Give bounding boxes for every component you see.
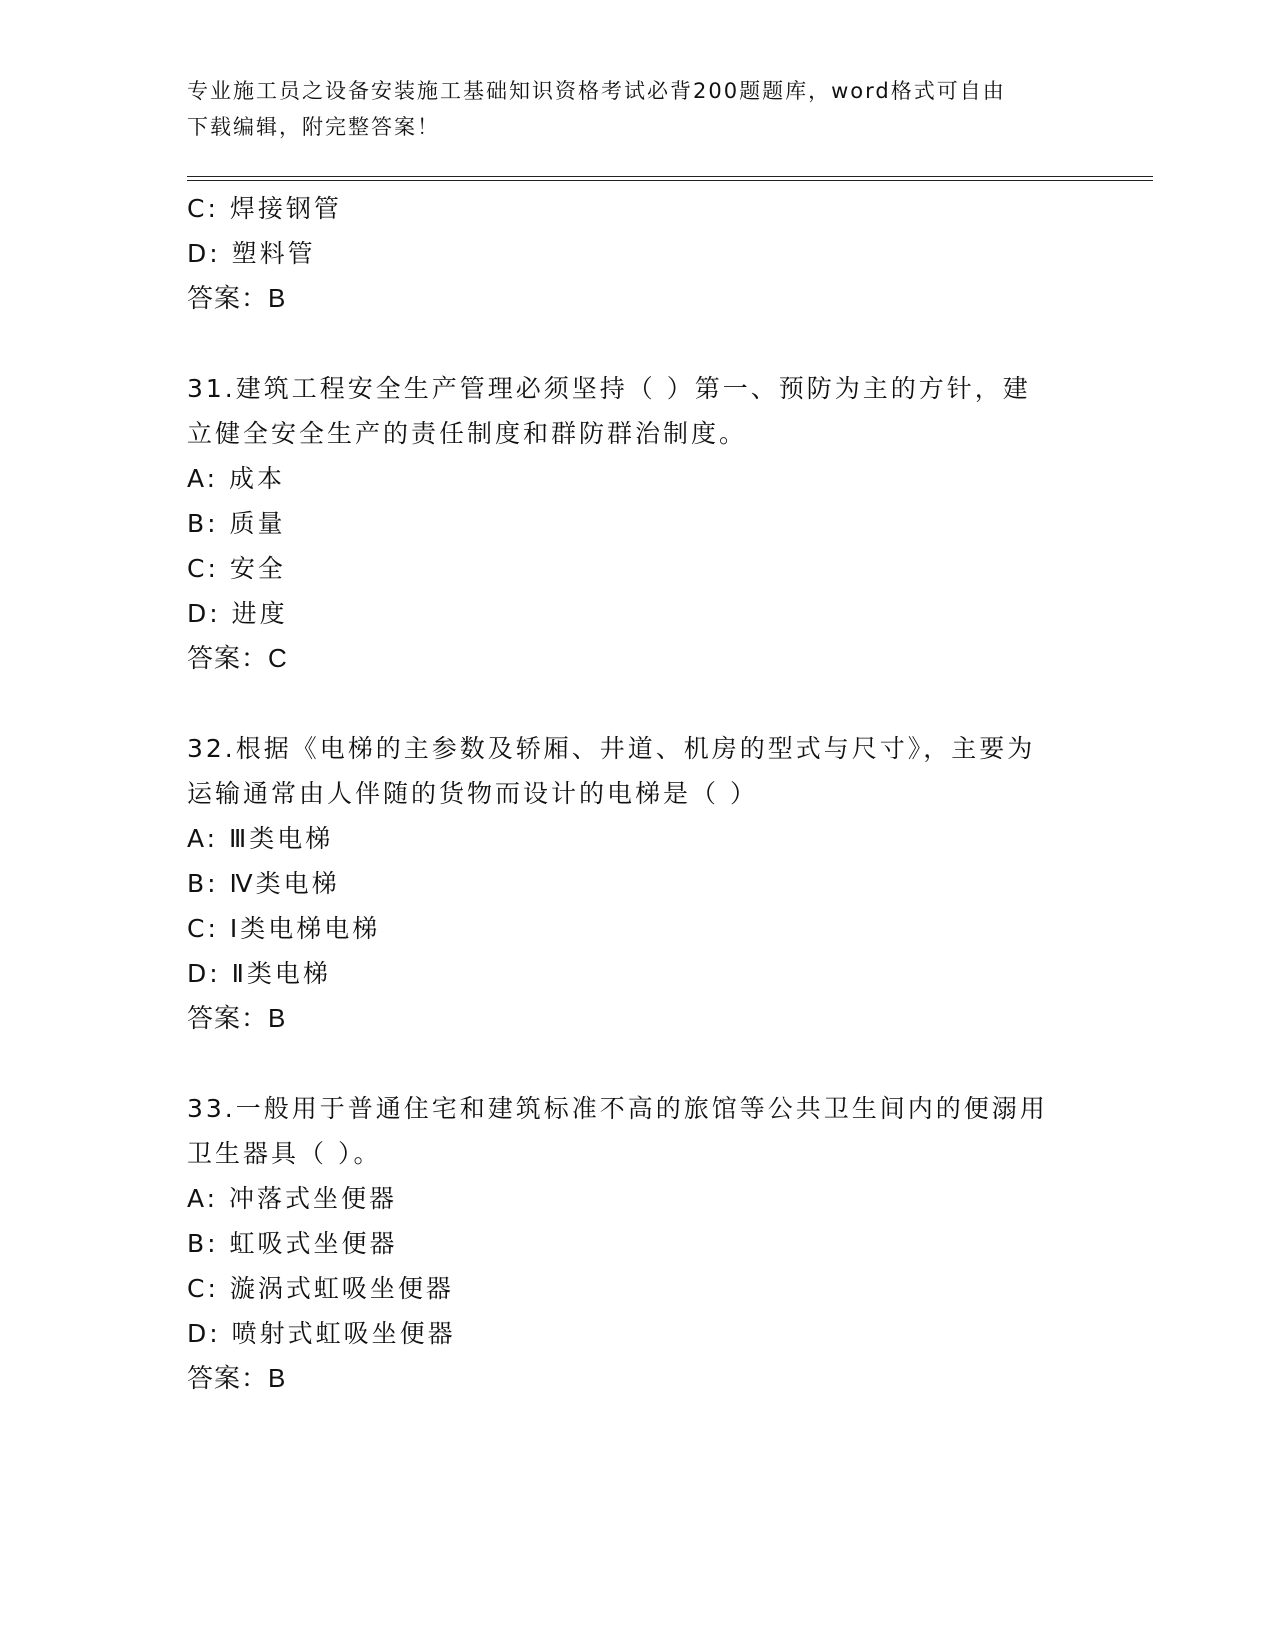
question-text: 33.一般用于普通住宅和建筑标准不高的旅馆等公共卫生间内的便溺用 bbox=[187, 1094, 1048, 1123]
header-line-2: 下载编辑，附完整答案！ bbox=[187, 115, 440, 139]
question-text: 31.建筑工程安全生产管理必须坚持（ ）第一、预防为主的方针，建 bbox=[187, 374, 1031, 403]
answer-line: 答案：C bbox=[187, 643, 288, 673]
spacer bbox=[187, 321, 1147, 366]
option-a: A: 成本 bbox=[187, 464, 286, 493]
document-header bbox=[187, 73, 1087, 145]
answer-line: 答案：B bbox=[187, 1003, 287, 1033]
option-d: D: 喷射式虹吸坐便器 bbox=[187, 1319, 456, 1348]
answer-line: 答案：B bbox=[187, 1363, 287, 1393]
option-b: B: Ⅳ类电梯 bbox=[187, 869, 340, 898]
option-b: B: 虹吸式坐便器 bbox=[187, 1229, 398, 1258]
question-text: 32.根据《电梯的主参数及轿厢、井道、机房的型式与尺寸》，主要为 bbox=[187, 734, 1036, 763]
header-divider-bottom bbox=[187, 180, 1153, 181]
option-d: D: 进度 bbox=[187, 599, 288, 628]
option-a: A: Ⅲ类电梯 bbox=[187, 824, 334, 853]
question-text: 立健全安全生产的责任制度和群防群治制度。 bbox=[187, 419, 748, 448]
option-c: C: Ⅰ类电梯电梯 bbox=[187, 914, 381, 943]
option-c: C: 安全 bbox=[187, 554, 286, 583]
spacer bbox=[187, 681, 1147, 726]
answer-line: 答案：B bbox=[187, 283, 287, 313]
spacer bbox=[187, 1041, 1147, 1086]
option-b: B: 质量 bbox=[187, 509, 286, 538]
question-text: 运输通常由人伴随的货物而设计的电梯是（ ） bbox=[187, 779, 758, 808]
option-c: C: 漩涡式虹吸坐便器 bbox=[187, 1274, 454, 1303]
header-divider-top bbox=[187, 176, 1153, 177]
question-31 bbox=[187, 366, 1147, 681]
option-d: D: 塑料管 bbox=[187, 239, 316, 268]
option-c: C: 焊接钢管 bbox=[187, 194, 342, 223]
continued-question bbox=[187, 186, 1147, 321]
question-list bbox=[187, 186, 1147, 1401]
question-32 bbox=[187, 726, 1147, 1041]
option-a: A: 冲落式坐便器 bbox=[187, 1184, 398, 1213]
header-line-1: 专业施工员之设备安装施工基础知识资格考试必背200题题库，word格式可自由 bbox=[187, 79, 1006, 103]
option-d: D: Ⅱ类电梯 bbox=[187, 959, 331, 988]
question-text: 卫生器具（ ）。 bbox=[187, 1139, 382, 1168]
question-33 bbox=[187, 1086, 1147, 1401]
